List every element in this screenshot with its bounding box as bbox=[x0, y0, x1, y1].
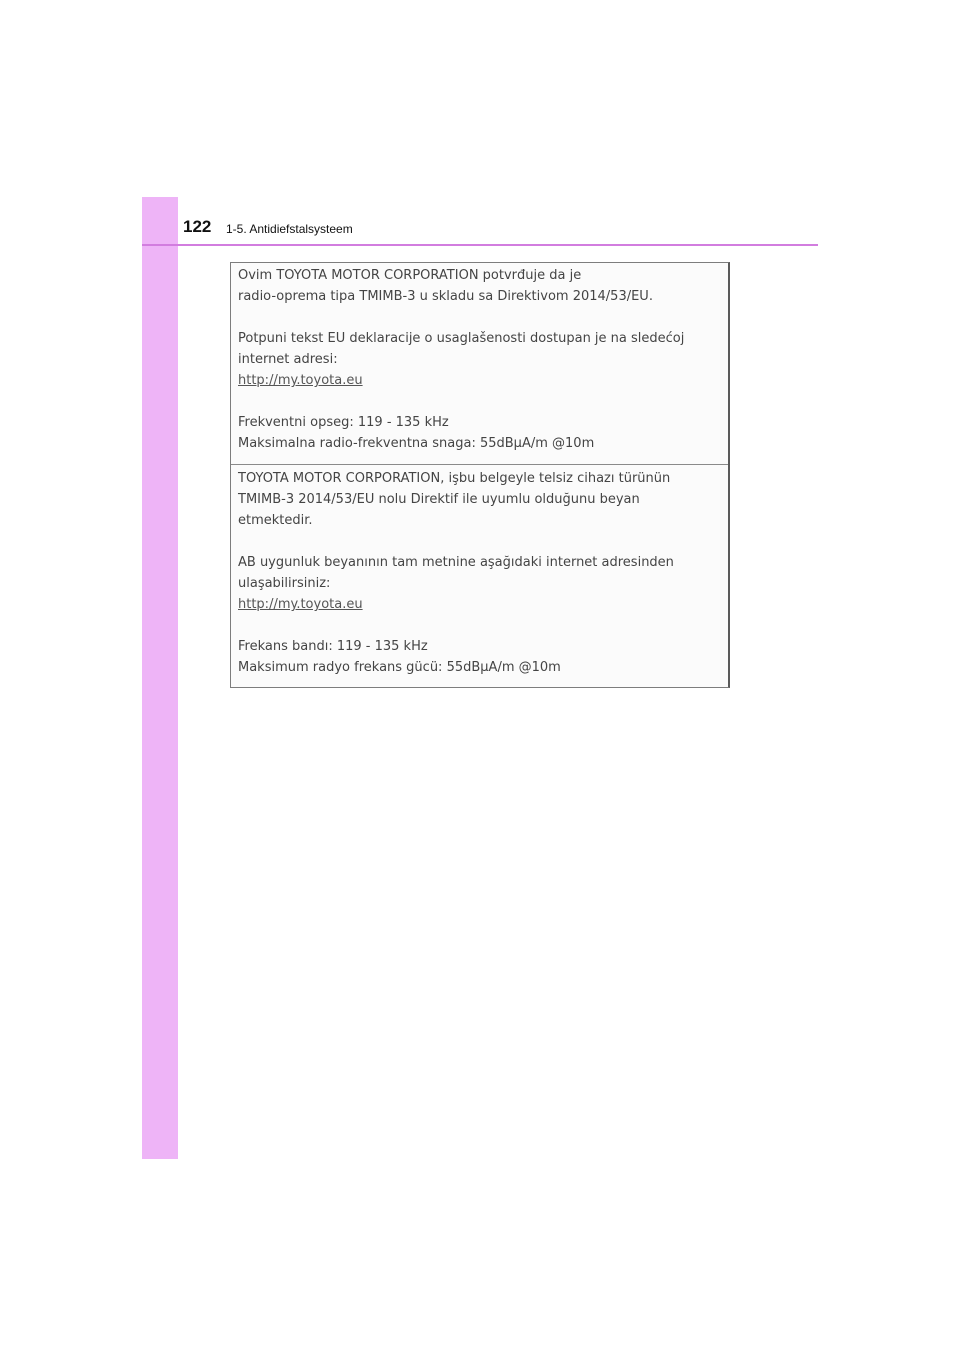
section-title: 1-5. Antidiefstalsysteem bbox=[226, 222, 353, 236]
text-line: Frekventni opseg: 119 - 135 kHz bbox=[238, 415, 449, 430]
text-line: TOYOTA MOTOR CORPORATION, işbu belgeyle telsiz cihazı türünün bbox=[238, 471, 671, 486]
text-line: ulaşabilirsiniz: bbox=[238, 576, 331, 591]
section-side-tab bbox=[142, 197, 178, 1159]
text-line: Potpuni tekst EU deklaracije o usaglašenosti dostupan je na sledećoj bbox=[238, 331, 685, 346]
toyota-link[interactable]: http://my.toyota.eu bbox=[238, 373, 363, 388]
declaration-box bbox=[230, 262, 730, 688]
text-line: internet adresi: bbox=[238, 352, 338, 367]
turkish-declaration bbox=[238, 468, 720, 678]
toyota-link[interactable]: http://my.toyota.eu bbox=[238, 597, 363, 612]
text-line: Ovim TOYOTA MOTOR CORPORATION potvrđuje da je bbox=[238, 268, 582, 283]
text-line: etmektedir. bbox=[238, 513, 313, 528]
text-line: Frekans bandı: 119 - 135 kHz bbox=[238, 639, 428, 654]
page-number: 122 bbox=[183, 217, 212, 236]
serbian-declaration bbox=[238, 265, 720, 454]
text-line: Maksimalna radio-frekventna snaga: 55dBμA/m @10m bbox=[238, 436, 595, 451]
text-line: AB uygunluk beyanının tam metnine aşağıdaki internet adresinden bbox=[238, 555, 674, 570]
text-line: TMIMB-3 2014/53/EU nolu Direktif ile uyumlu olduğunu beyan bbox=[238, 492, 640, 507]
text-line: radio-oprema tipa TMIMB-3 u skladu sa Direktivom 2014/53/EU. bbox=[238, 289, 653, 304]
divider bbox=[231, 464, 728, 465]
text-line: Maksimum radyo frekans gücü: 55dBμA/m @10m bbox=[238, 660, 561, 675]
